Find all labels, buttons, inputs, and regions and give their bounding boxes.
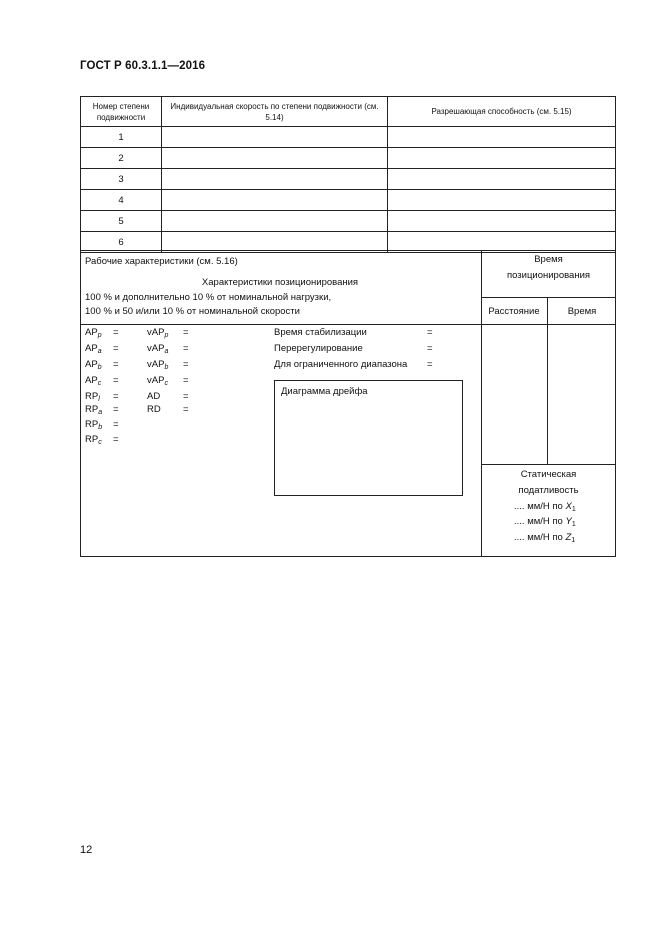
positioning-time-header-line1: Время — [534, 254, 563, 265]
divider-compliance — [481, 464, 616, 465]
compliance-y: .... мм/Н по $Y_1$ — [514, 516, 576, 528]
limited-range-label: Для ограниченного диапазона — [274, 359, 408, 370]
distance-column-label: Расстояние — [488, 306, 540, 317]
load-condition-line2: 100 % и 50 и/или 10 % от номинальной скорости — [85, 306, 300, 317]
compliance-z: .... мм/Н по $Z_1$ — [514, 532, 576, 544]
equals-sign: = — [113, 375, 119, 386]
param-ad: AD — [147, 391, 161, 402]
param-ap-c: $AP_c$ — [85, 375, 102, 387]
speed-cell — [162, 211, 388, 232]
time-column-label: Время — [567, 306, 597, 317]
param-ap-b: $AP_b$ — [85, 359, 102, 371]
compliance-x: .... мм/Н по $X_1$ — [514, 501, 576, 513]
speed-cell — [162, 169, 388, 190]
param-vap-p: vAP$_p$ — [147, 327, 169, 339]
param-vap-a: vAP$_a$ — [147, 343, 169, 355]
equals-sign: = — [427, 359, 433, 370]
equals-sign: = — [183, 404, 189, 415]
drift-diagram-label: Диаграмма дрейфа — [281, 386, 368, 397]
resolution-cell — [388, 127, 616, 148]
equals-sign: = — [183, 375, 189, 386]
dof-index: 3 — [81, 169, 162, 190]
drift-diagram-box — [274, 380, 463, 496]
static-compliance-title-line1: Статическая — [520, 469, 577, 480]
equals-sign: = — [183, 343, 189, 354]
equals-sign: = — [113, 404, 119, 415]
param-rp-l: $RP_l$ — [85, 391, 100, 403]
equals-sign: = — [113, 327, 119, 338]
resolution-cell — [388, 190, 616, 211]
param-rp-c: $RP_c$ — [85, 434, 102, 446]
param-rp-b: $RP_b$ — [85, 419, 103, 431]
col-header-dof: Номер степени подвижности — [81, 97, 162, 127]
param-vap-c: vAP$_c$ — [147, 375, 168, 387]
equals-sign: = — [427, 327, 433, 338]
param-ap-p: $AP_p$ — [85, 327, 102, 339]
param-ap-a: $AP_a$ — [85, 343, 102, 355]
positioning-time-header-line2: позиционирования — [506, 270, 591, 281]
dof-index: 6 — [81, 232, 162, 253]
param-rp-a: $RP_a$ — [85, 404, 103, 416]
col-header-speed: Индивидуальная скорость по степени подвижности (см. 5.14) — [162, 97, 388, 127]
equals-sign: = — [427, 343, 433, 354]
speed-cell — [162, 148, 388, 169]
param-rd: RD — [147, 404, 161, 415]
divider-horizontal — [80, 324, 616, 325]
divider-vertical-right — [547, 297, 548, 464]
divider-time-header — [481, 297, 616, 298]
static-compliance-title-line2: податливость — [518, 485, 579, 496]
equals-sign: = — [113, 391, 119, 402]
equals-sign: = — [183, 327, 189, 338]
equals-sign: = — [183, 359, 189, 370]
equals-sign: = — [113, 434, 119, 445]
resolution-cell — [388, 211, 616, 232]
resolution-cell — [388, 148, 616, 169]
working-characteristics-label: Рабочие характеристики (см. 5.16) — [85, 256, 238, 267]
document-code: ГОСТ Р 60.3.1.1—2016 — [80, 60, 206, 72]
dof-index: 2 — [81, 148, 162, 169]
col-header-resolution: Разрешающая способность (см. 5.15) — [388, 97, 616, 127]
speed-cell — [162, 190, 388, 211]
equals-sign: = — [113, 419, 119, 430]
equals-sign: = — [183, 391, 189, 402]
equals-sign: = — [113, 359, 119, 370]
speed-cell — [162, 127, 388, 148]
positioning-characteristics-label: Характеристики позиционирования — [201, 277, 359, 288]
stabilization-time-label: Время стабилизации — [274, 327, 367, 338]
dof-index: 4 — [81, 190, 162, 211]
dof-table — [80, 96, 616, 253]
dof-index: 1 — [81, 127, 162, 148]
page-number: 12 — [80, 844, 93, 856]
param-vap-b: vAP$_b$ — [147, 359, 169, 371]
dof-index: 5 — [81, 211, 162, 232]
resolution-cell — [388, 169, 616, 190]
equals-sign: = — [113, 343, 119, 354]
overshoot-label: Перерегулирование — [274, 343, 363, 354]
load-condition-line1: 100 % и дополнительно 10 % от номинальной нагрузки, — [85, 292, 332, 303]
